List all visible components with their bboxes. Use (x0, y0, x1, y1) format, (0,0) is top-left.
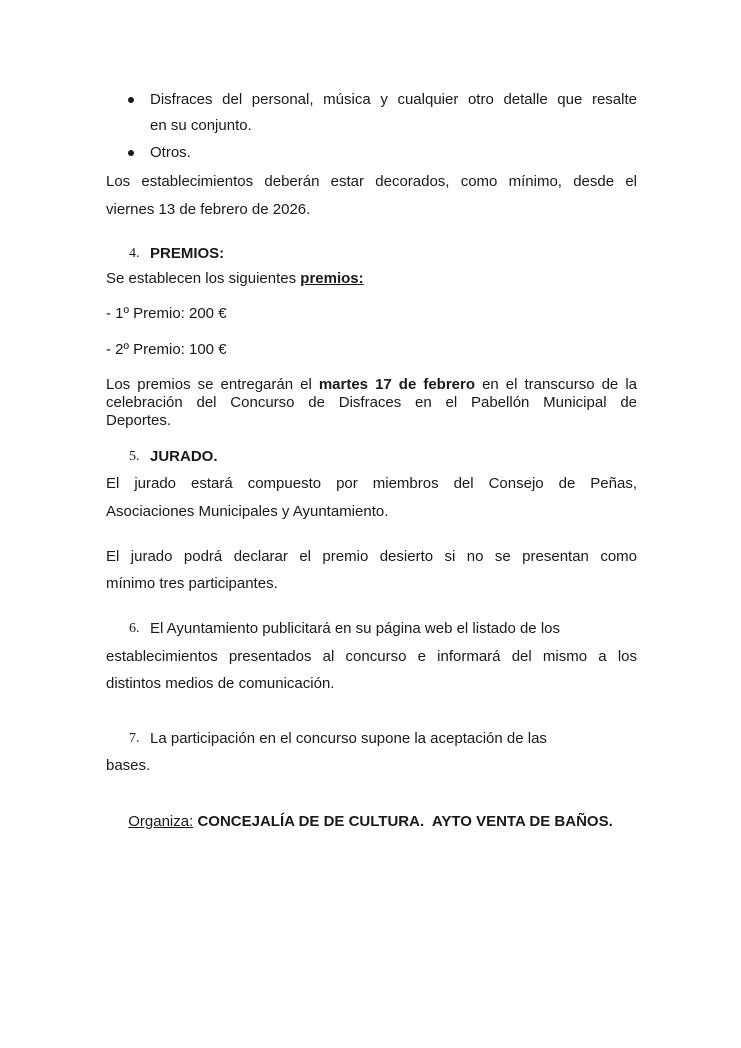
bullet-item-1-line-2: en su conjunto. (150, 117, 252, 134)
section-5-title: JURADO. (150, 448, 218, 465)
section-6-number: 6. (129, 621, 140, 636)
bullet-icon (128, 97, 134, 103)
section-6-line-3: distintos medios de comunicación. (106, 675, 335, 692)
section-7-line-1: La participación en el concurso supone la aceptación de las (150, 730, 547, 747)
section-4-number: 4. (129, 246, 140, 261)
jury-p2-line-2: mínimo tres participantes. (106, 575, 278, 592)
jury-p2-line-1: El jurado podrá declarar el premio desierto si no se presentan como (106, 548, 637, 565)
bullet-item-1-line-1: Disfraces del personal, música y cualquier otro detalle que resalte (150, 91, 637, 108)
decoration-line-2: viernes 13 de febrero de 2026. (106, 201, 311, 218)
section-4-title: PREMIOS: (150, 245, 225, 262)
delivery-line-3: Deportes. (106, 412, 172, 429)
organizer-line (0, 813, 741, 831)
jury-p1-line-2: Asociaciones Municipales y Ayuntamiento. (106, 503, 389, 520)
delivery-line-1: Los premios se entregarán el martes 17 de febrero en el transcurso de la (106, 376, 637, 393)
bullet-item-2: Otros. (150, 144, 191, 161)
jury-p1-line-1: El jurado estará compuesto por miembros del Consejo de Peñas, (106, 475, 637, 492)
section-7-line-2: bases. (106, 757, 151, 774)
delivery-line-2: celebración del Concurso de Disfraces en el Pabellón Municipal de (106, 394, 637, 411)
organizer-label: Organiza: (128, 813, 194, 830)
section-6-line-1: El Ayuntamiento publicitará en su página web el listado de los (150, 620, 560, 637)
bullet-icon (128, 150, 134, 156)
prizes-intro-bold: premios: (300, 270, 364, 287)
decoration-line-1: Los establecimientos deberán estar decorados, como mínimo, desde el (106, 173, 637, 190)
organizer-name: CONCEJALÍA DE DE CULTURA. AYTO VENTA DE BAÑOS. (197, 813, 613, 830)
section-6-line-2: establecimientos presentados al concurso e informará del mismo a los (106, 648, 637, 665)
prize-1: - 1º Premio: 200 € (106, 305, 227, 322)
section-5-number: 5. (129, 449, 140, 464)
prizes-intro: Se establecen los siguientes premios: (106, 270, 364, 287)
section-7-number: 7. (129, 731, 140, 746)
prize-2: - 2º Premio: 100 € (106, 341, 227, 358)
